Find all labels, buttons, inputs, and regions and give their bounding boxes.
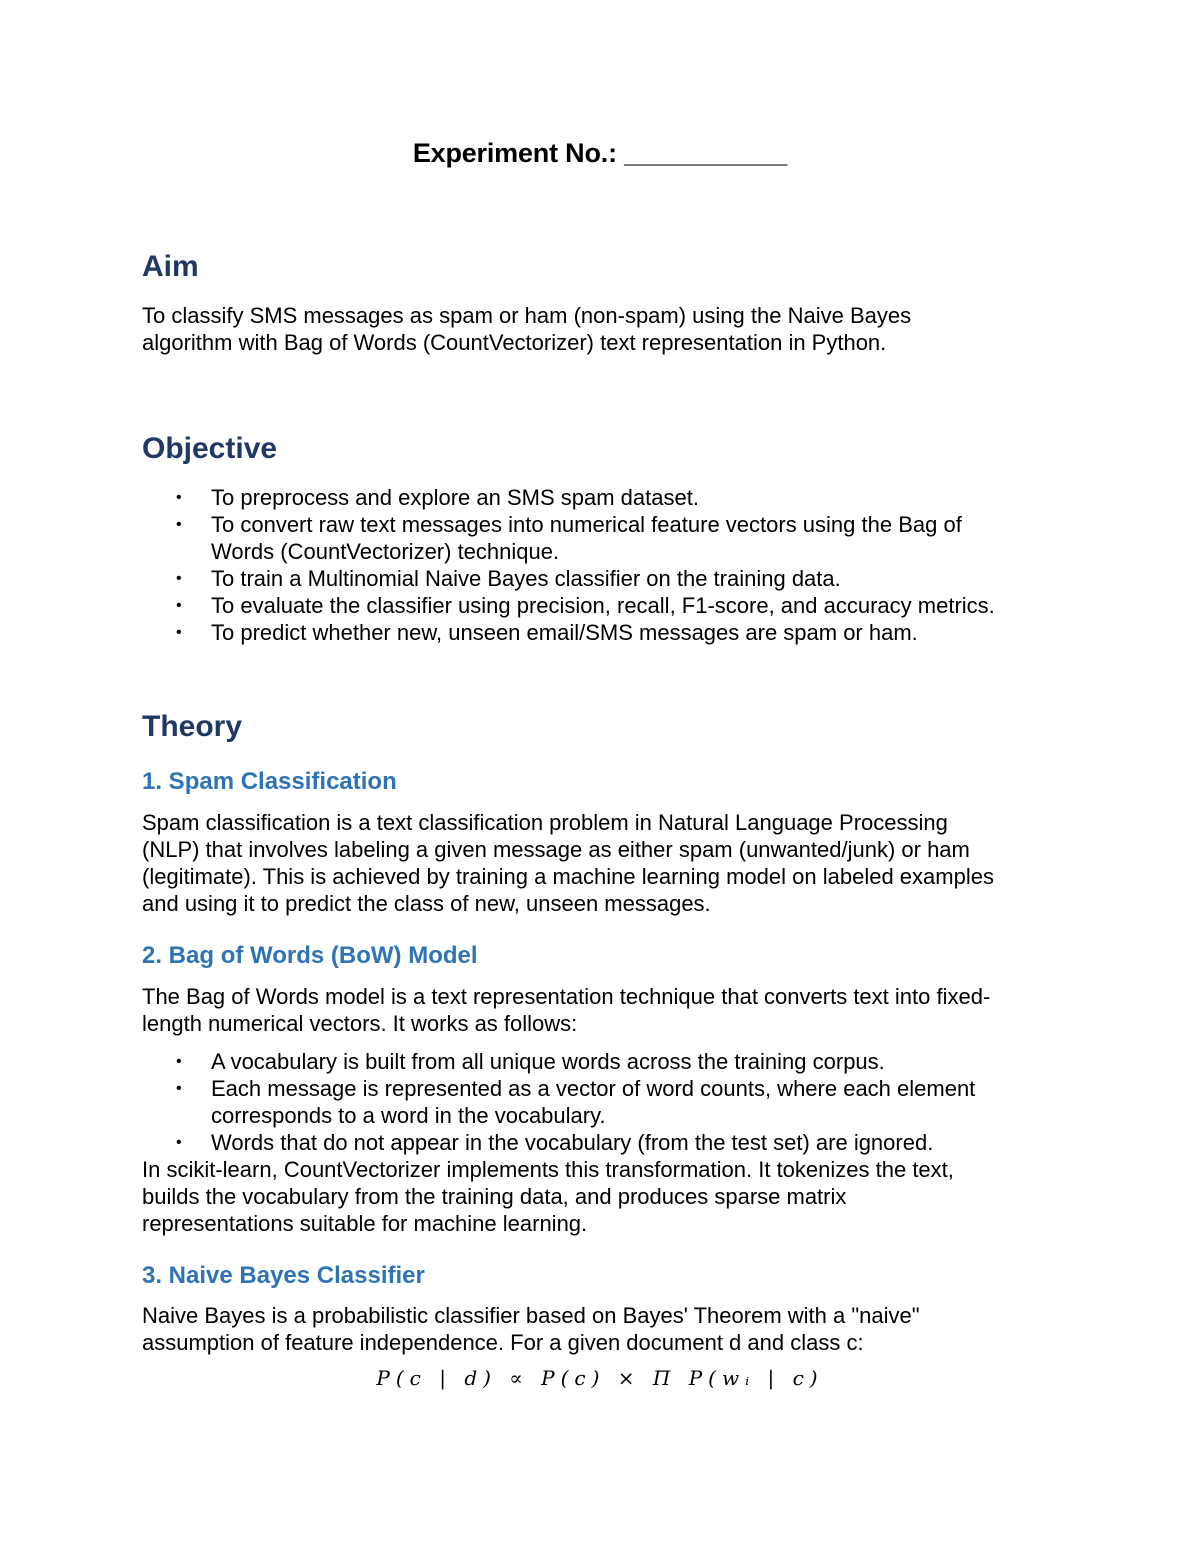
- list-item: [142, 1129, 1082, 1156]
- paragraph-line: The Bag of Words model is a text representation technique that converts text into fixed-: [142, 984, 991, 1009]
- list-item: [142, 1075, 1082, 1129]
- list-item: [142, 1048, 1082, 1075]
- naive-bayes-heading: 3. Naive Bayes Classifier: [142, 1262, 425, 1289]
- aim-paragraph: [142, 302, 1072, 356]
- list-item: [142, 592, 1082, 619]
- objective-list: [142, 484, 1082, 646]
- list-item-text: To train a Multinomial Naive Bayes classifier on the training data.: [211, 566, 841, 591]
- paragraph-line: and using it to predict the class of new, unseen messages.: [142, 891, 711, 916]
- bullet-icon: •: [176, 1134, 182, 1151]
- list-item-text: A vocabulary is built from all unique words across the training corpus.: [211, 1049, 885, 1074]
- aim-line: algorithm with Bag of Words (CountVectorizer) text representation in Python.: [142, 330, 887, 355]
- list-item: [142, 484, 1082, 511]
- paragraph-line: representations suitable for machine learning.: [142, 1211, 588, 1236]
- spam-classification-heading: 1. Spam Classification: [142, 768, 397, 795]
- list-item: [142, 511, 1082, 565]
- list-item-text: Words that do not appear in the vocabulary (from the test set) are ignored.: [211, 1130, 934, 1155]
- paragraph-line: Spam classification is a text classification problem in Natural Language Processing: [142, 810, 948, 835]
- list-item-text: To evaluate the classifier using precision, recall, F1-score, and accuracy metrics.: [211, 593, 995, 618]
- list-item-text: corresponds to a word in the vocabulary.: [211, 1103, 606, 1128]
- list-item-text: Each message is represented as a vector of word counts, where each element: [211, 1076, 976, 1101]
- bullet-icon: •: [176, 570, 182, 587]
- theory-heading: Theory: [142, 710, 243, 743]
- paragraph-line: Naive Bayes is a probabilistic classifier based on Bayes' Theorem with a "naive": [142, 1303, 920, 1328]
- aim-line: To classify SMS messages as spam or ham (non-spam) using the Naive Bayes: [142, 303, 912, 328]
- bullet-icon: •: [176, 1080, 182, 1097]
- bullet-icon: •: [176, 489, 182, 506]
- list-item-text: To convert raw text messages into numerical feature vectors using the Bag of: [211, 512, 962, 537]
- naive-bayes-formula: P(c | d) ∝ P(c) × Π P(wᵢ | c): [376, 1366, 824, 1390]
- paragraph-line: (legitimate). This is achieved by training a machine learning model on labeled examples: [142, 864, 994, 889]
- list-item-text: To preprocess and explore an SMS spam dataset.: [211, 485, 699, 510]
- paragraph-line: assumption of feature independence. For a given document d and class c:: [142, 1330, 864, 1355]
- paragraph-line: (NLP) that involves labeling a given message as either spam (unwanted/junk) or ham: [142, 837, 970, 862]
- bullet-icon: •: [176, 1053, 182, 1070]
- experiment-title: Experiment No.: ___________: [412, 138, 788, 168]
- aim-heading: Aim: [142, 250, 199, 283]
- list-item-text: Words (CountVectorizer) technique.: [211, 539, 560, 564]
- objective-heading: Objective: [142, 432, 278, 465]
- list-item: [142, 619, 1082, 646]
- bullet-icon: •: [176, 516, 182, 533]
- naive-bayes-paragraph: [142, 1302, 1072, 1356]
- bullet-icon: •: [176, 597, 182, 614]
- spam-classification-paragraph: [142, 809, 1072, 917]
- bow-outro: [142, 1156, 1072, 1237]
- bow-intro: [142, 983, 1072, 1037]
- list-item-text: To predict whether new, unseen email/SMS messages are spam or ham.: [211, 620, 918, 645]
- paragraph-line: builds the vocabulary from the training data, and produces sparse matrix: [142, 1184, 847, 1209]
- paragraph-line: length numerical vectors. It works as follows:: [142, 1011, 578, 1036]
- list-item: [142, 565, 1082, 592]
- bow-list: [142, 1048, 1082, 1156]
- bullet-icon: •: [176, 624, 182, 641]
- bow-heading: 2. Bag of Words (BoW) Model: [142, 942, 478, 969]
- paragraph-line: In scikit-learn, CountVectorizer implements this transformation. It tokenizes the text,: [142, 1157, 954, 1182]
